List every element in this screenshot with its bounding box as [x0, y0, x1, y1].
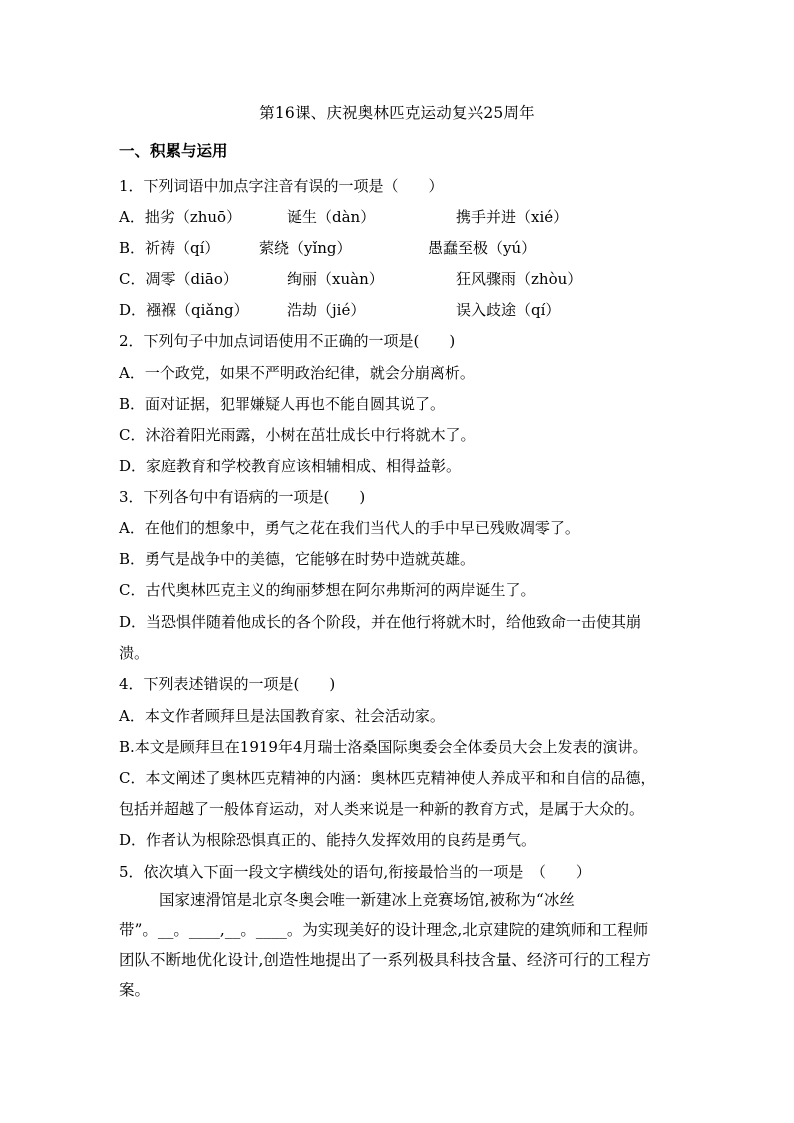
q1-option-c-2: 绚丽（xuàn） — [287, 270, 384, 288]
q3-option-b: B．勇气是战争中的美德，它能够在时势中造就英雄。 — [119, 550, 476, 568]
q4-option-b: B.本文是顾拜旦在1919年4月瑞士洛桑国际奥委会全体委员大会上发表的演讲。 — [119, 738, 648, 756]
q1-option-a-2: 诞生（dàn） — [287, 208, 376, 226]
question-1-stem: 1．下列词语中加点字注音有误的一项是（ ） — [119, 177, 444, 195]
q5-passage — [119, 885, 679, 1005]
q2-option-c: C．沐浴着阳光雨露，小树在茁壮成长中行将就木了。 — [119, 426, 476, 444]
question-3-stem: 3．下列各句中有语病的一项是( ) — [119, 488, 366, 506]
q1-option-d-1: D．襁褓（qiǎng） — [119, 301, 249, 319]
q3-option-c: C．古代奥林匹克主义的绚丽梦想在阿尔弗斯河的两岸诞生了。 — [119, 581, 536, 599]
q1-option-b-1: B．祈祷（qí） — [119, 239, 220, 257]
q4-option-c: C．本文阐述了奥林匹克精神的内涵：奥林匹克精神使人养成平和和自信的品德， — [119, 769, 656, 787]
q3-option-d: D．当恐惧伴随着他成长的各个阶段，并在他行将就木时，给他致命一击使其崩 — [119, 613, 642, 631]
q2-option-b: B．面对证据，犯罪嫌疑人再也不能自圆其说了。 — [119, 395, 446, 413]
q4-option-c-continued: 包括并超越了一般体育运动，对人类来说是一种新的教育方式，是属于大众的。 — [119, 800, 645, 818]
q2-option-d: D．家庭教育和学校教育应该相辅相成、相得益彰。 — [119, 457, 462, 475]
q4-option-a: A．本文作者顾拜旦是法国教育家、社会活动家。 — [119, 707, 445, 725]
q1-option-a-3: 携手并进（xié） — [456, 208, 569, 226]
section-heading: 一、积累与运用 — [119, 141, 228, 160]
q5-passage-line-3: 团队不断地优化设计,创造性地提出了一系列极具科技含量、经济可行的工程方 — [119, 951, 651, 969]
q1-option-c-3: 狂风骤雨（zhòu） — [456, 270, 583, 288]
q5-passage-line-4: 案。 — [119, 981, 151, 999]
q5-passage-line-2: 带”。__。____,__。____。为实现美好的设计理念,北京建院的建筑师和工程师 — [119, 921, 649, 939]
q1-option-b-2: 萦绕（yǐng） — [259, 239, 352, 257]
q3-option-d-continued: 溃。 — [119, 644, 150, 662]
q3-option-a: A．在他们的想象中，勇气之花在我们当代人的手中早已残败凋零了。 — [119, 519, 580, 537]
q1-option-c-1: C．凋零（diāo） — [119, 270, 238, 288]
q1-option-a-1: A．拙劣（zhuō） — [119, 208, 242, 226]
question-5-stem: 5．依次填入下面一段文字横线处的语句,衔接最恰当的一项是 （ ） — [119, 863, 591, 881]
q4-option-d: D．作者认为根除恐惧真正的、能持久发挥效用的良药是勇气。 — [119, 831, 537, 849]
page-title: 第16课、庆祝奥林匹克运动复兴25周年 — [259, 104, 535, 122]
q1-option-d-3: 误入歧途（qí） — [456, 301, 561, 319]
q1-option-b-3: 愚蠢至极（yú） — [428, 239, 537, 257]
question-4-stem: 4．下列表述错误的一项是( ) — [119, 675, 336, 693]
q2-option-a: A．一个政党，如果不严明政治纪律，就会分崩离析。 — [119, 364, 475, 382]
question-2-stem: 2．下列句子中加点词语使用不正确的一项是( ) — [119, 332, 456, 350]
q5-passage-line-1: 国家速滑馆是北京冬奥会唯一新建冰上竞赛场馆,被称为“冰丝 — [159, 891, 575, 909]
q1-option-d-2: 浩劫（jié） — [287, 301, 366, 319]
